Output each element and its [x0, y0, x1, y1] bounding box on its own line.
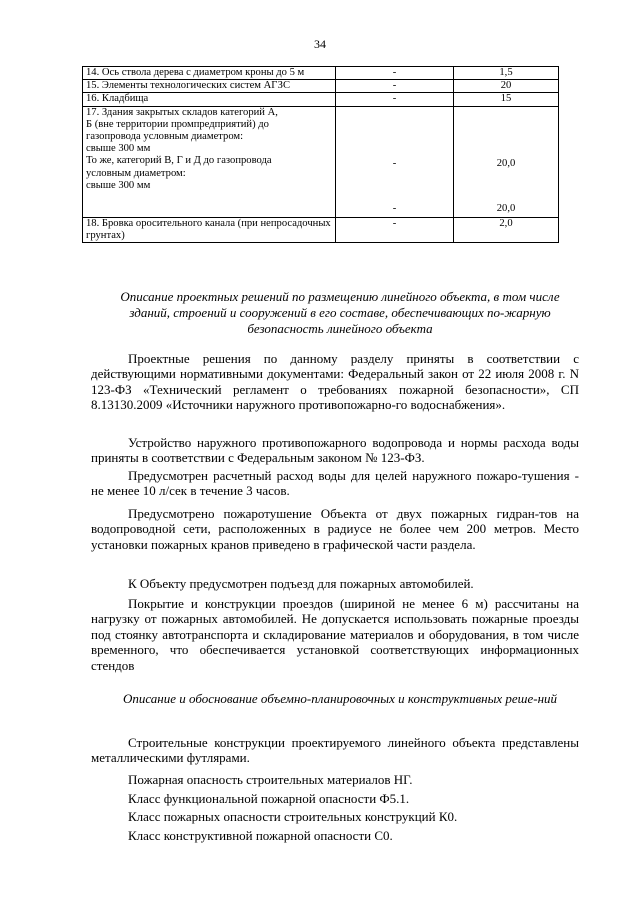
- paragraph: К Объекту предусмотрен подъезд для пожарных автомобилей.: [128, 576, 474, 591]
- table-cell-dash: -: [336, 80, 454, 93]
- table-row: [83, 106, 559, 217]
- paragraph: Класс функциональной пожарной опасности Ф5.1.: [128, 791, 410, 806]
- section-heading: Описание проектных решений по размещению линейного объекта, в том числе зданий, строений и сооружений в его составе, обеспечивающих по-жарную безопасность линейного объекта: [120, 289, 560, 336]
- table-row: [83, 217, 559, 242]
- table-cell-label: 18. Бровка оросительного канала (при непросадочных грунтах): [83, 217, 336, 242]
- table-cell-dash: -: [336, 67, 454, 80]
- value-text: 20,0: [496, 203, 516, 215]
- table-row: [83, 93, 559, 106]
- label-line: газопровода условным диаметром:: [86, 131, 244, 143]
- table-cell-value: 1,5: [454, 67, 559, 80]
- paragraph: Предусмотрено пожаротушение Объекта от двух пожарных гидран-тов на водопроводной сети, расположенных в радиусе не более чем 200 метров. Место установки пожарных кранов приведено в графической части раздела.: [91, 506, 579, 552]
- table-cell-value: 2,0: [454, 217, 559, 242]
- table-cell-label: [83, 106, 336, 217]
- section-heading: Описание и обоснование объемно-планировочных и конструктивных реше-ний: [122, 691, 558, 706]
- table-cell-dash: -: [336, 217, 454, 242]
- label-line: Б (вне территории промпредприятий) до: [86, 118, 269, 130]
- table-cell-dash: -: [336, 93, 454, 106]
- table-row: [83, 80, 559, 93]
- label-line: 17. Здания закрытых складов категорий А,: [86, 106, 278, 118]
- label-line: свыше 300 мм: [86, 143, 151, 155]
- table-cell-label: 14. Ось ствола дерева с диаметром кроны до 5 м: [83, 67, 336, 80]
- paragraph: Проектные решения по данному разделу приняты в соответствии с действующими нормативными документами: Федеральный закон от 22 июля 2008 г. N 123-ФЗ «Технический регламент о требованиях пожарной безопасности», СП 8.13130.2009 «Источники наружного противопожарно-го водоснабжения».: [91, 351, 579, 413]
- table-row: [83, 67, 559, 80]
- table-cell-label: 15. Элементы технологических систем АГЗС: [83, 80, 336, 93]
- table-cell-label: 16. Кладбища: [83, 93, 336, 106]
- table-cell-value: [454, 106, 559, 217]
- label-line: То же, категорий В, Г и Д до газопровода: [86, 155, 272, 167]
- paragraph: Устройство наружного противопожарного водопровода и нормы расхода воды приняты в соответствии с Федеральным законом № 123-ФЗ.: [91, 435, 579, 466]
- label-line: свыше 300 мм: [86, 179, 151, 191]
- table-cell-value: 20: [454, 80, 559, 93]
- page-number: 34: [314, 37, 326, 51]
- label-line: условным диаметром:: [86, 167, 186, 179]
- table-cell-dash: [336, 106, 454, 217]
- paragraph: Пожарная опасность строительных материалов НГ.: [128, 772, 413, 787]
- table-cell-value: 15: [454, 93, 559, 106]
- paragraph: Предусмотрен расчетный расход воды для целей наружного пожаро-тушения - не менее 10 л/сек в течение 3 часов.: [91, 468, 579, 499]
- paragraph: Класс конструктивной пожарной опасности С0.: [128, 828, 393, 843]
- value-text: 20,0: [496, 157, 516, 169]
- paragraph: Строительные конструкции проектируемого линейного объекта представлены металлическими футлярами.: [91, 735, 579, 766]
- paragraph: Покрытие и конструкции проездов (шириной не менее 6 м) рассчитаны на нагрузку от пожарных автомобилей. Не допускается использовать пожарные проезды под стоянку автотранспорта и складирование материалов и оборудования, в том числе временного, что обеспечивается установкой соответствующих информационных стендов: [91, 596, 579, 673]
- dash-value: -: [392, 203, 397, 215]
- dash-value: -: [392, 157, 397, 169]
- distance-table: [82, 66, 559, 243]
- paragraph: Класс пожарных опасности строительных конструкций К0.: [128, 809, 458, 824]
